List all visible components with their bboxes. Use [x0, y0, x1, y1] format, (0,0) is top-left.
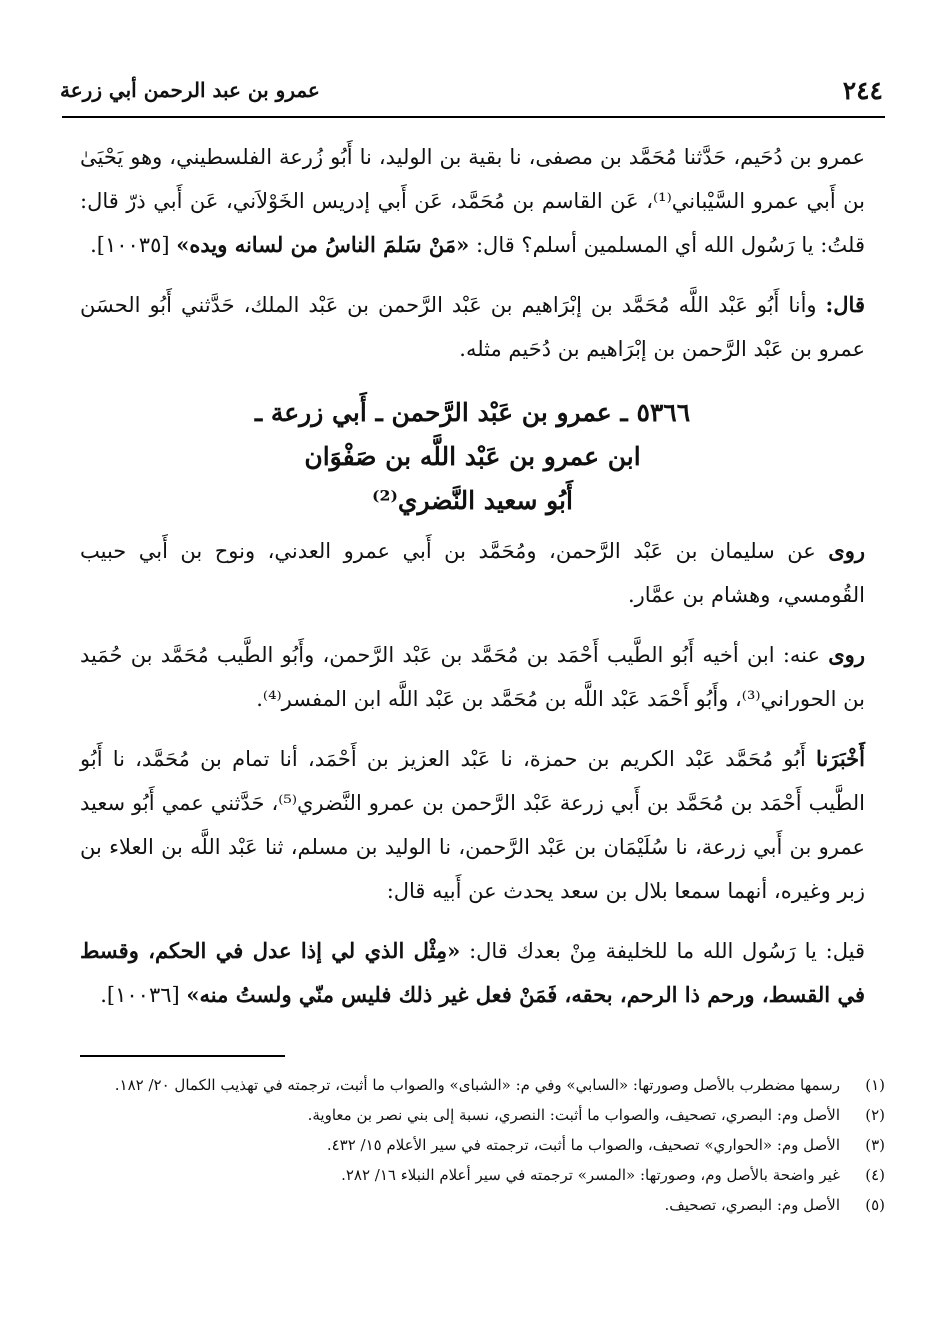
qala-text: وأنا أَبُو عَبْد اللَّه مُحَمَّد بن إبْرَاهيم بن عَبْد الرَّحمن بن عَبْد الملك، حَدَّثني أَبُو الحسَن عمرو بن عَبْد الرَّحمن بن إبْرَاهيم بن دُحَيم مثله. — [80, 293, 865, 361]
entry-heading-line1: ٥٣٦٦ ـ عمرو بن عَبْد الرَّحمن ـ أَبي زرعة ـ — [254, 398, 691, 427]
qala-paragraph — [80, 283, 865, 371]
rawa-anhu-text: عنه: ابن أخيه أَبُو الطَّيب أَحْمَد بن مُحَمَّد بن عَبْد الرَّحمن، وأَبُو الطَّيب مُحَمَّد بن حُمَيد بن الحوراني⁽³⁾، وأَبُو أَحْمَد عَبْد اللَّه بن مُحَمَّد بن عَبْد اللَّه ابن المفسر⁽⁴⁾. — [80, 643, 865, 711]
footnote-text: غير واضحة بالأصل وم، وصورتها: «المسر» ترجمته في سير أعلام النبلاء ١٦/ ٢٨٢. — [341, 1166, 840, 1184]
hadith-reference: [١٠٠٣٥]. — [90, 233, 170, 257]
qala-label: قال: — [825, 292, 865, 317]
akhbarana-label: أَخْبَرَنا — [816, 746, 865, 771]
entry-heading — [80, 391, 865, 523]
footnote — [70, 1160, 885, 1190]
footnote-number: (٥) — [865, 1196, 885, 1214]
footnote-number: (٤) — [865, 1166, 885, 1184]
qil-quote: «مِثْل الذي لي إذا عدل في الحكم، وقسط في القسط، ورحم ذا الرحم، بحقه، فَمَنْ فعل غير ذلك فليس منّي ولستُ منه» — [80, 938, 865, 1007]
footnote-text: الأصل وم: البصري، تصحيف. — [664, 1196, 840, 1214]
rawa-text: عن سليمان بن عَبْد الرَّحمن، ومُحَمَّد بن أَبي عمرو العدني، ونوح بن أَبي حبيب القُومسي، وهشام بن عمَّار. — [80, 539, 865, 607]
running-header — [60, 70, 883, 110]
footnote-number: (٣) — [865, 1136, 885, 1154]
entry-heading-line3: أَبُو سعيد النَّضري⁽²⁾ — [372, 486, 573, 515]
entry-heading-line2: ابن عمرو بن عَبْد اللَّه بن صَفْوَان — [304, 442, 641, 471]
footnotes — [70, 1070, 885, 1220]
hadith-quote: «مَنْ سَلمَ الناسُ من لسانه ويده» — [176, 232, 470, 257]
running-title: عمرو بن عبد الرحمن أبي زرعة — [60, 78, 320, 102]
rawa-paragraph — [80, 529, 865, 617]
footnote-number: (١) — [865, 1076, 885, 1094]
footnote-rule — [80, 1055, 285, 1057]
main-text — [80, 135, 865, 1017]
qil-text: قيل: يا رَسُول الله ما للخليفة مِنْ بعدك قال: — [469, 939, 866, 963]
rawa-anhu-label: روى — [828, 642, 865, 667]
footnote — [70, 1070, 885, 1100]
page-number: ٢٤٤ — [842, 75, 883, 105]
akhbarana-paragraph — [80, 737, 865, 913]
footnote — [70, 1190, 885, 1220]
qil-reference: [١٠٠٣٦]. — [100, 983, 180, 1007]
header-rule — [62, 116, 885, 118]
isnad-paragraph — [80, 135, 865, 267]
akhbarana-text: أَبُو مُحَمَّد عَبْد الكريم بن حمزة، نا عَبْد العزيز بن أَحْمَد، أنا تمام بن مُحَمَّد، نا أَبُو الطَّيب أَحْمَد بن مُحَمَّد بن أَبي زرعة عَبْد الرَّحمن بن عمرو النَّضري⁽⁵⁾، حَدَّثني عمي أَبُو سعيد عمرو بن أَبي زرعة، نا سُلَيْمَان بن عَبْد الرَّحمن، نا الوليد بن مسلم، ثنا عَبْد اللَّه بن العلاء بن زبر وغيره، أنهما سمعا بلال بن سعد يحدث عن أَبيه قال: — [80, 747, 866, 903]
isnad-text: عمرو بن دُحَيم، حَدَّثنا مُحَمَّد بن مصفى، نا بقية بن الوليد، نا أَبُو زُرعة الفلسطيني، وهو يَحْيَىٰ بن أَبي عمرو السَّيْباني⁽¹⁾، عَن القاسم بن مُحَمَّد، عَن أَبي إدريس الخَوْلاَني، عَن أَبي ذرّ قال: قلتُ: يا رَسُول الله أي المسلمين أسلم؟ قال: — [80, 145, 866, 257]
footnote-text: رسمها مضطرب بالأصل وصورتها: «السابي» وفي م: «الشباى» والصواب ما أثبت، ترجمته في تهذيب الكمال ٢٠/ ١٨٢. — [114, 1076, 840, 1094]
footnote — [70, 1130, 885, 1160]
footnote-text: الأصل وم: «الحواري» تصحيف، والصواب ما أثبت، ترجمته في سير الأعلام ١٥/ ٤٣٢. — [326, 1136, 840, 1154]
footnote — [70, 1100, 885, 1130]
footnote-text: الأصل وم: البصري، تصحيف، والصواب ما أثبت: النصري، نسبة إلى بني نصر بن معاوية. — [307, 1106, 840, 1124]
rawa-label: روى — [828, 538, 865, 563]
qil-paragraph — [80, 929, 865, 1017]
rawa-anhu-paragraph — [80, 633, 865, 721]
footnote-number: (٢) — [865, 1106, 885, 1124]
